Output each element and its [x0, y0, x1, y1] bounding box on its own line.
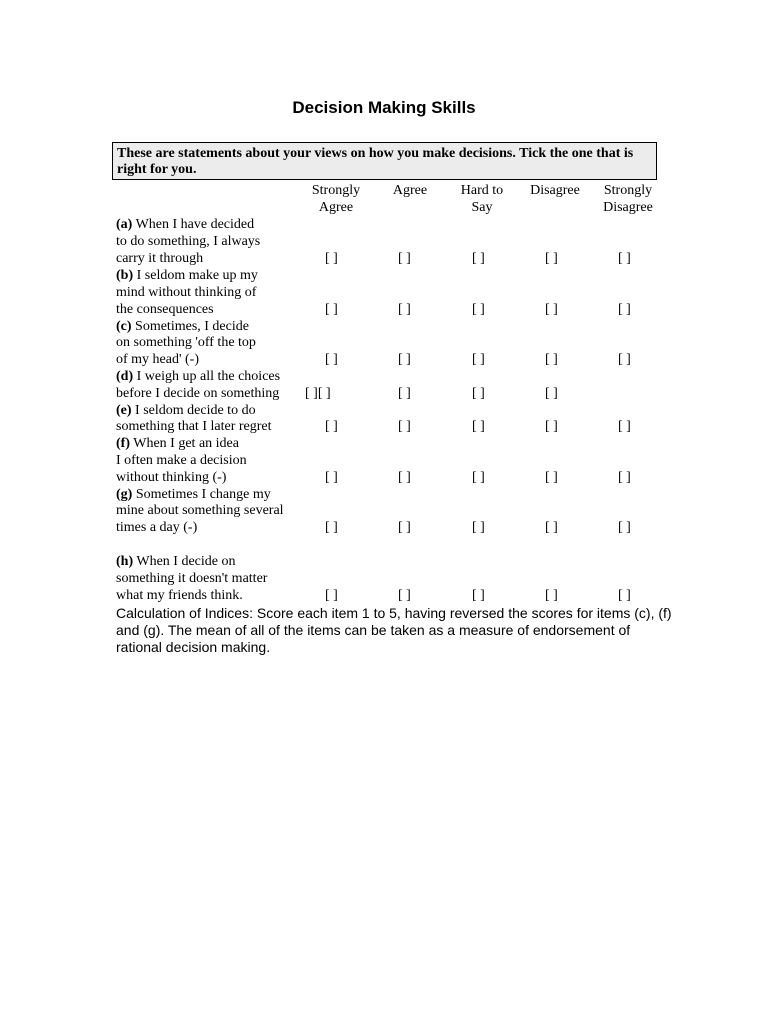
item-f-line: without thinking (-): [116, 470, 227, 485]
column-header-disagree: [515, 182, 595, 199]
column-header-line: Strongly: [311, 183, 361, 198]
column-header-hard-to-say: [442, 182, 522, 216]
checkbox-b-strongly-disagree[interactable]: [ ]: [618, 302, 631, 317]
item-f-line: [116, 435, 239, 452]
column-header-strongly-disagree: [588, 182, 668, 216]
item-b-line: the consequences: [116, 302, 214, 317]
item-e-line: something that I later regret: [116, 419, 272, 434]
checkbox-f-agree[interactable]: [ ]: [398, 470, 411, 485]
item-label: (b): [116, 268, 134, 283]
item-d-line: [116, 368, 280, 385]
checkbox-f-strongly-disagree[interactable]: [ ]: [618, 470, 631, 485]
checkbox-f-hard-to-say[interactable]: [ ]: [472, 470, 485, 485]
checkbox-a-strongly-agree[interactable]: [ ]: [325, 251, 338, 266]
item-b-line: mind without thinking of: [116, 285, 257, 300]
checkbox-c-agree[interactable]: [ ]: [398, 352, 411, 367]
item-d-line: before I decide on something: [116, 386, 280, 401]
checkbox-b-disagree[interactable]: [ ]: [545, 302, 558, 317]
item-text: When I have decided: [132, 217, 255, 232]
checkbox-b-hard-to-say[interactable]: [ ]: [472, 302, 485, 317]
item-h-line: what my friends think.: [116, 588, 243, 603]
column-header-line: Hard to: [460, 183, 504, 198]
checkbox-c-strongly-disagree[interactable]: [ ]: [618, 352, 631, 367]
checkbox-e-hard-to-say[interactable]: [ ]: [472, 419, 485, 434]
item-text: Sometimes I change my: [132, 487, 271, 502]
checkbox-g-hard-to-say[interactable]: [ ]: [472, 520, 485, 535]
item-text: I seldom decide to do: [131, 403, 256, 418]
checkbox-a-hard-to-say[interactable]: [ ]: [472, 251, 485, 266]
checkbox-e-strongly-disagree[interactable]: [ ]: [618, 419, 631, 434]
calculation-note: Calculation of Indices: Score each item 1 to 5, having reversed the scores for items (c), (f) and (g). The mean of all of the items can be taken as a measure of endorsement of rational decision making.: [116, 605, 672, 655]
item-label: (d): [116, 369, 134, 384]
checkbox-c-hard-to-say[interactable]: [ ]: [472, 352, 485, 367]
checkbox-g-strongly-agree[interactable]: [ ]: [325, 520, 338, 535]
item-g-line: [116, 486, 271, 503]
column-header-line: Agree: [392, 183, 428, 198]
item-c-line: on something 'off the top: [116, 335, 256, 350]
checkbox-e-agree[interactable]: [ ]: [398, 419, 411, 434]
checkbox-h-strongly-agree[interactable]: [ ]: [325, 588, 338, 603]
checkbox-d-agree[interactable]: [ ]: [398, 386, 411, 401]
column-header-strongly-agree: [296, 182, 376, 216]
checkbox-h-hard-to-say[interactable]: [ ]: [472, 588, 485, 603]
item-b-line: [116, 267, 258, 284]
item-g-line: times a day (-): [116, 520, 198, 535]
checkbox-c-disagree[interactable]: [ ]: [545, 352, 558, 367]
item-e-line: [116, 402, 256, 419]
checkbox-e-strongly-agree[interactable]: [ ]: [325, 419, 338, 434]
item-text: When I decide on: [133, 554, 236, 569]
column-header-line: Disagree: [530, 183, 580, 198]
checkbox-a-strongly-disagree[interactable]: [ ]: [618, 251, 631, 266]
column-header-agree: [370, 182, 450, 199]
checkbox-h-strongly-disagree[interactable]: [ ]: [618, 588, 631, 603]
item-text: I weigh up all the choices: [133, 369, 281, 384]
page-title: Decision Making Skills: [292, 98, 476, 117]
item-label: (h): [116, 554, 134, 569]
item-text: I seldom make up my: [133, 268, 258, 283]
checkbox-h-disagree[interactable]: [ ]: [545, 588, 558, 603]
item-g-line: mine about something several: [116, 503, 284, 518]
item-label: (a): [116, 217, 133, 232]
checkbox-c-strongly-agree[interactable]: [ ]: [325, 352, 338, 367]
checkbox-a-agree[interactable]: [ ]: [398, 251, 411, 266]
checkbox-d-strongly-agree[interactable]: [ ][ ]: [305, 386, 331, 401]
checkbox-g-agree[interactable]: [ ]: [398, 520, 411, 535]
item-label: (c): [116, 319, 132, 334]
item-a-line: [116, 216, 254, 233]
checkbox-e-disagree[interactable]: [ ]: [545, 419, 558, 434]
column-header-line: Agree: [318, 200, 354, 215]
column-header-line: Strongly: [603, 183, 653, 198]
instructions-box: These are statements about your views on how you make decisions. Tick the one that is right for you.: [112, 142, 657, 180]
item-label: (e): [116, 403, 132, 418]
item-text: When I get an idea: [130, 436, 239, 451]
checkbox-h-agree[interactable]: [ ]: [398, 588, 411, 603]
item-h-line: something it doesn't matter: [116, 571, 268, 586]
item-f-line: I often make a decision: [116, 453, 247, 468]
checkbox-b-strongly-agree[interactable]: [ ]: [325, 302, 338, 317]
checkbox-d-hard-to-say[interactable]: [ ]: [472, 386, 485, 401]
item-label: (f): [116, 436, 130, 451]
checkbox-a-disagree[interactable]: [ ]: [545, 251, 558, 266]
item-a-line: to do something, I always: [116, 234, 261, 249]
item-c-line: [116, 318, 249, 335]
column-header-line: Say: [471, 200, 493, 215]
checkbox-f-strongly-agree[interactable]: [ ]: [325, 470, 338, 485]
item-a-line: carry it through: [116, 251, 204, 266]
item-h-line: [116, 553, 236, 570]
checkbox-b-agree[interactable]: [ ]: [398, 302, 411, 317]
item-label: (g): [116, 487, 133, 502]
checkbox-g-disagree[interactable]: [ ]: [545, 520, 558, 535]
item-c-line: of my head' (-): [116, 352, 199, 367]
item-text: Sometimes, I decide: [131, 319, 249, 334]
checkbox-d-disagree[interactable]: [ ]: [545, 386, 558, 401]
column-header-line: Disagree: [603, 200, 653, 215]
checkbox-f-disagree[interactable]: [ ]: [545, 470, 558, 485]
checkbox-g-strongly-disagree[interactable]: [ ]: [618, 520, 631, 535]
